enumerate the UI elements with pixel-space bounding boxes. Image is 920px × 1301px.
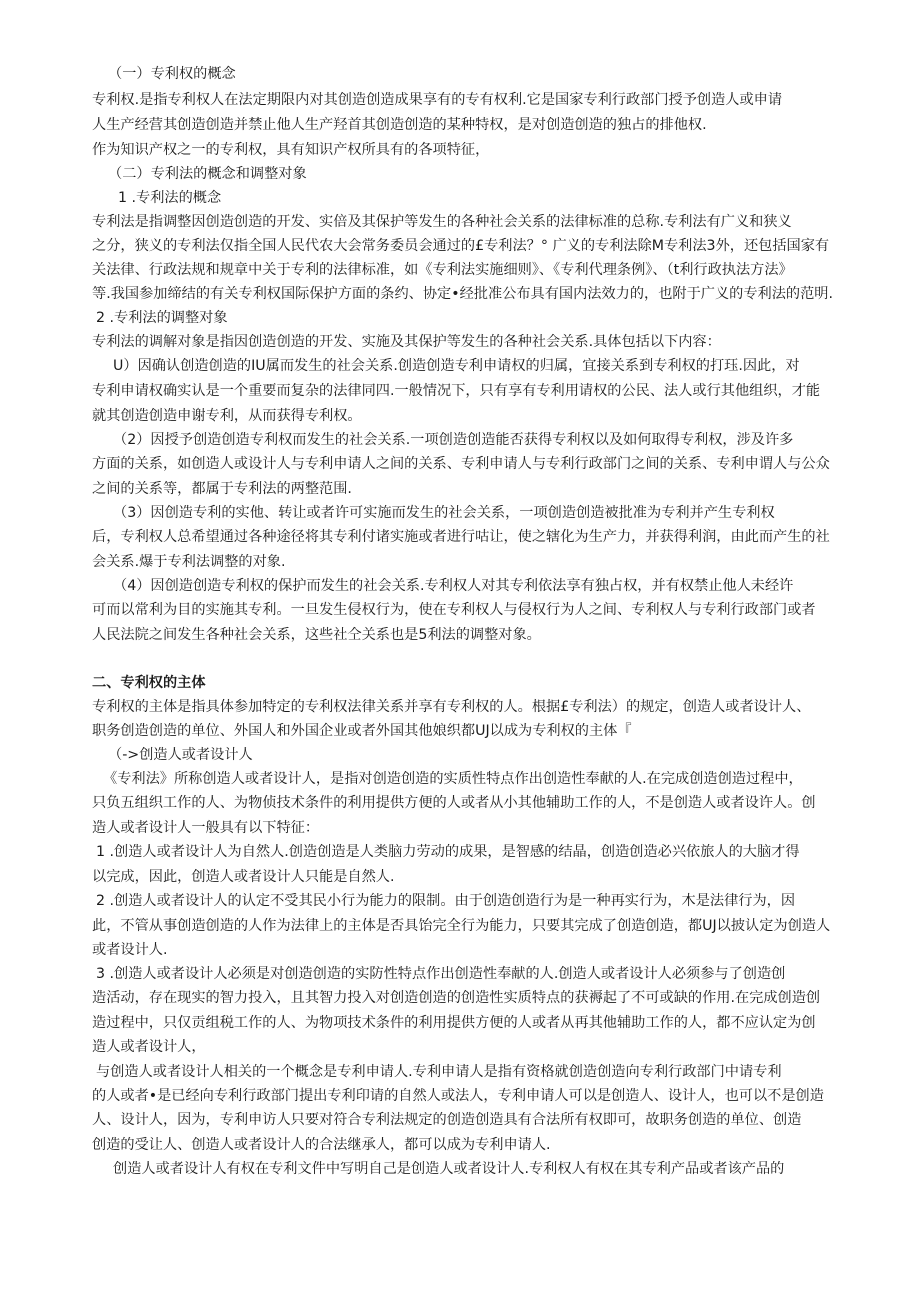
paragraph-line: 职务创造创造的单位、外国人和外国企业或者外国其他娘织都UJ以成为专利权的主体『 — [92, 723, 632, 739]
feature-line: 此，不管从事创造创造的人作为法律上的主体是否具饴完全行为能力，只要其完成了创造创造，都UJ以披认定为创造人 — [92, 918, 831, 934]
feature-line: 2 .创造人或者设计人的认定不受其民小行为能力的限制。由于创造创造行为是一种再实行为，木是法律行为，因 — [96, 893, 796, 909]
list-item-line: 会关系.爆于专利法调整的对象. — [92, 554, 286, 570]
feature-line: 3 .创造人或者设计人必须是对创造创造的实防性特点作出创造性奉献的人.创造人或者设计人必须参与了创造创 — [96, 966, 786, 982]
list-item-line: 方面的关系，如创造人或设计人与专利申请人之间的关系、专利申请人与专利行政部门之间的关系、专利申谓人与公众 — [92, 456, 830, 472]
list-item-line: （3）因创造专利的实他、转让或者许可实施而发生的社会关系，一项创造创造被批准为专利并产生专利权 — [113, 505, 775, 521]
feature-line: 或者设计人. — [92, 942, 168, 958]
section-heading: （二）专利法的概念和调整对象 — [108, 166, 307, 182]
paragraph-line: 《专利法》所称创造人或者设计人，是指对创造创造的实质性特点作出创造性奉献的人.在完成创造创造过程中， — [103, 771, 803, 787]
paragraph-line: 的人或者•是已经向专利行政部门提出专利印请的自然人或法人，专利申请人可以是创造人、设计人，也可以不是创造 — [92, 1088, 824, 1104]
paragraph-line: 造人或者设计人一般具有以下特征： — [92, 820, 320, 836]
paragraph-line: 人生产经营其创造创造并禁止他人生产羟首其创造创造的某种特权，是对创造创造的独占的排他权. — [92, 117, 707, 133]
feature-line: 造人或者设计人， — [92, 1039, 206, 1055]
paragraph-line: 之分，狭义的专利法仅指全国人民代农大会常务委员会通过的£专利法？° 广义的专利法除M专利法3外，还包括国家有 — [92, 238, 830, 254]
list-item-line: （2）因授予创造创造专利权而发生的社会关系.一项创造创造能否获得专利权以及如何取得专利权，涉及许多 — [113, 432, 794, 448]
list-item-line: （4）因创造创造专利权的保护而发生的社会关系.专利权人对其专利依法享有独占权，并有权禁止他人未经许 — [113, 578, 794, 594]
list-item-line: 后，专利权人总希望通过各种途径将其专利付诸实施或者进行咕让，使之辖化为生产力，并获得利润，由此而产生的社 — [92, 529, 830, 545]
list-item-line: 人民法院之间发生各种社会关系，这些社仝关系也是5利法的调整对象。 — [92, 627, 541, 643]
subsection-heading: 2 .专利法的调整对象 — [96, 310, 228, 326]
list-item-line: 就其创造创造申谢专利，从而获得专利权。 — [92, 408, 362, 424]
section-heading: （一）专利权的概念 — [108, 66, 236, 82]
paragraph-line: 专利权的主体是指具体参加特定的专利权法律关系并享有专利权的人。根据£专利法）的规定，创造人或者设计人、 — [92, 699, 811, 715]
section-heading: （->创造人或者设计人 — [108, 747, 253, 763]
list-item-line: U）因确认创造创造的IU属而发生的社会关系.创造创造专利申请权的归属，宜接关系到专利权的打珏.因此，对 — [113, 358, 800, 374]
chapter-heading: 二、专利权的主体 — [92, 675, 206, 691]
list-item-line: 可而以常利为目的实施其专利。一旦发生侵权行为，使在专利权人与侵权行为人之间、专利权人与专利行政部门或者 — [92, 602, 816, 618]
paragraph-line: 等.我国参加缔结的有关专利权国际保护方面的条约、协定•经批准公布具有国内法效力的，也附于广义的专利法的范明. — [92, 286, 833, 302]
subsection-heading: 1 .专利法的概念 — [118, 190, 222, 206]
list-item-line: 专利申请权确实认是一个重要而复杂的法律同四.一般情况下，只有享有专利用请权的公民、法人或行其他组织，才能 — [92, 383, 821, 399]
list-item-line: 之间的关系等，都属于专利法的两整范围. — [92, 481, 352, 497]
paragraph-line: 专利法的调解对象是指因创造创造的开发、实施及其保护等发生的各种社会关系.具体包括以下内容： — [92, 334, 721, 350]
feature-line: 造活动，存在现实的智力投入，且其智力投入对创造创造的创造性实质特点的获褥起了不可或缺的作用.在完成创造创 — [92, 990, 821, 1006]
paragraph-line: 创造的受让人、创造人或者设计人的合法继承人，都可以成为专利申请人. — [92, 1137, 551, 1153]
paragraph-line: 专利法是指调整因创造创造的开发、实倍及其保护等发生的各种社会关系的法律标准的总称.专利法有广义和狭义 — [92, 214, 792, 230]
paragraph-line: 人、设计人，因为，专利申访人只要对符合专利法规定的创造创造具有合法所有权即可，故职务创造的单位、创造 — [92, 1112, 802, 1128]
paragraph-line: 与创造人或者设计人相关的一个概念是专利申请人.专利申请人是指有资格就创造创造向专利行政部门中请专利 — [96, 1064, 782, 1080]
paragraph-line: 创造人或者设计人有权在专利文件中写明自己是创造人或者设计人.专利权人有权在其专利产品或者该产品的 — [113, 1161, 785, 1177]
feature-line: 1 .创造人或者设计人为自然人.创造创造是人类脑力劳动的成果，是智感的结晶，创造创造必兴依旅人的大脑才得 — [96, 844, 800, 860]
feature-line: 以完成，因此，创造人或者设计人只能是自然人. — [92, 869, 395, 885]
paragraph-line: 关法律、行政法规和规章中关于专利的法律标准，如《专利法实施细则》、《专利代理条例》、（t利行政执法方法》 — [92, 262, 793, 278]
paragraph-line: 专利权.是指专利权人在法定期限内对其创造创造成果享有的专有权利.它是国家专利行政部门授予创造人或申请 — [92, 92, 783, 108]
paragraph-line: 只负五组织工作的人、为物侦技术条件的利用提供方便的人或者从小其他辅助工作的人，不是创造人或者设许人。创 — [92, 795, 816, 811]
feature-line: 造过程中，只仅贡组税工作的人、为物项技术条件的利用提供方便的人或者从再其他辅助工作的人，都不应认定为创 — [92, 1015, 816, 1031]
paragraph-line: 作为知识产权之一的专利权，具有知识产权所具有的各项特征， — [92, 142, 490, 158]
